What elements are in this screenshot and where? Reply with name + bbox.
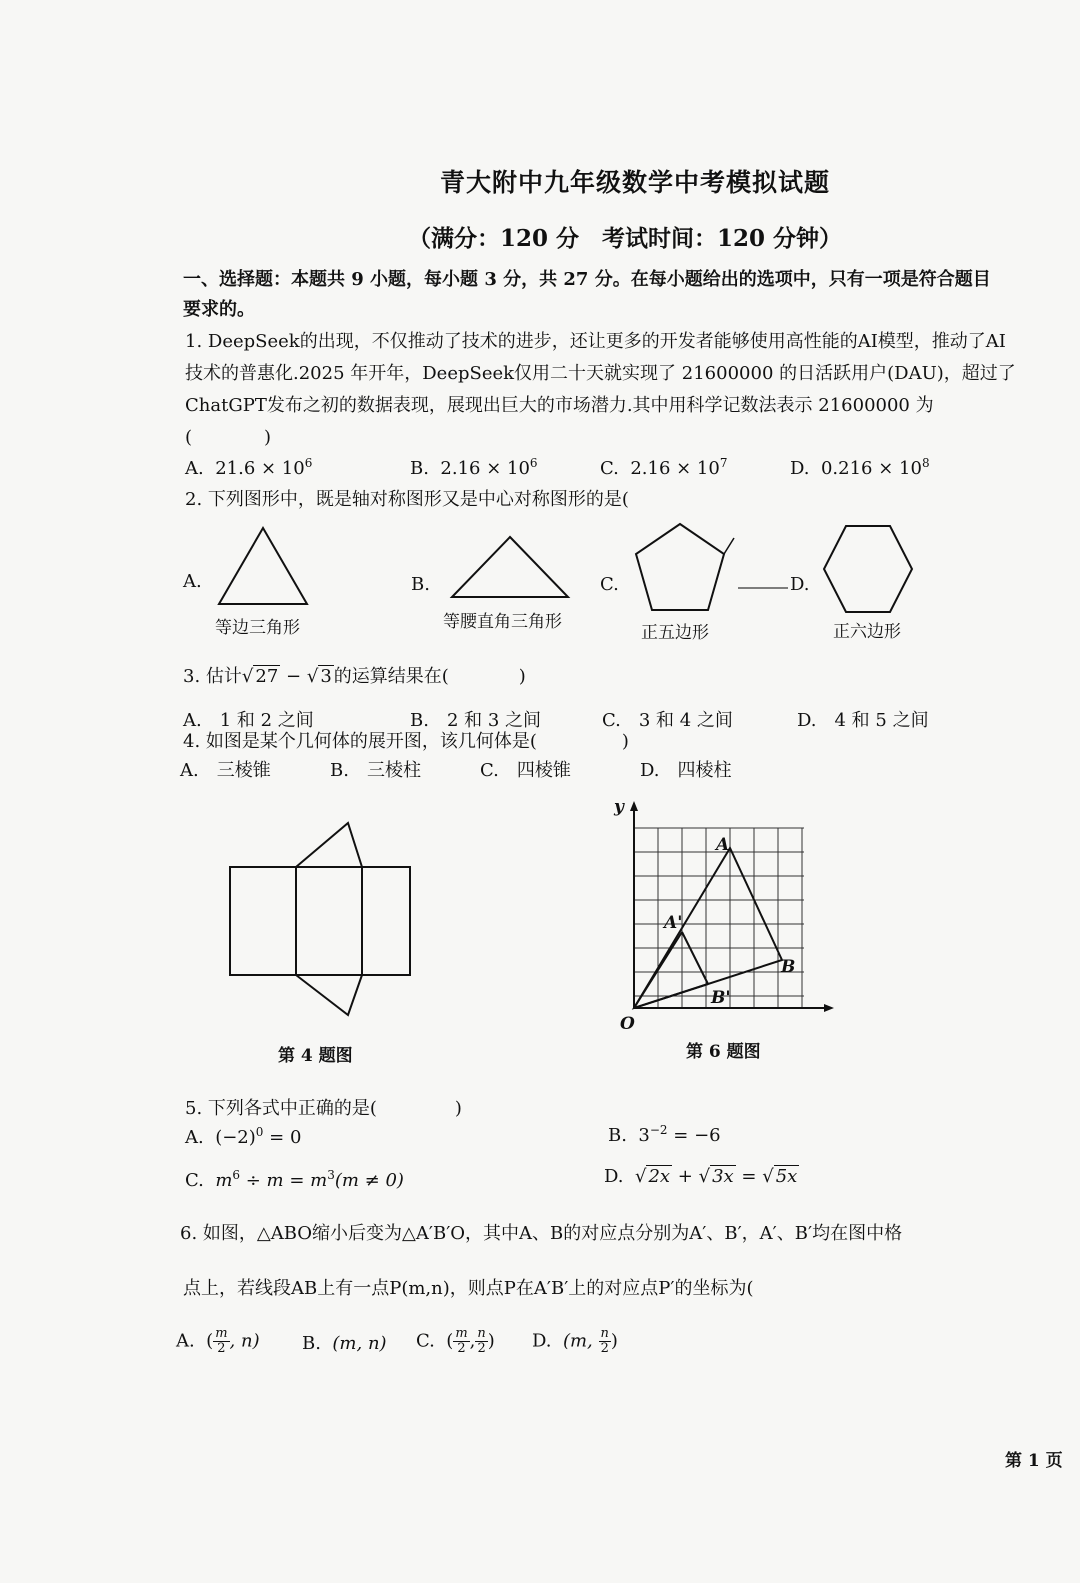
regular-pentagon-figure — [630, 520, 738, 616]
q2-label-c: C. — [600, 574, 619, 595]
q2-caption-a: 等边三角形 — [215, 618, 300, 638]
q1-option-c: C. $2.16 \times 10^7$ — [600, 456, 728, 479]
q2-caption-d: 正六边形 — [833, 622, 901, 642]
fig6-a-prime-label: A' — [664, 913, 683, 933]
prism-net-figure — [220, 815, 420, 1025]
q5-option-a: A. $(-2)^0 = 0$ — [185, 1125, 302, 1148]
q5-stem: 5. 下列各式中正确的是( ) — [185, 1098, 462, 1119]
page-number: 第 1 页 — [1005, 1451, 1063, 1471]
q1-line3: ChatGPT发布之初的数据表现，展现出巨大的市场潜力.其中用科学记数法表示 21600000 为 — [185, 395, 934, 416]
q1-line1: 1. DeepSeek的出现，不仅推动了技术的进步，还让更多的开发者能够使用高性能的AI模型，推动了AI — [185, 331, 1006, 352]
q6-option-c: C. ( $\frac{m}{2}$ , $\frac{n}{2}$ ) — [416, 1326, 495, 1356]
q3-option-c: C. 3 和 4 之间 — [602, 710, 733, 731]
q2-stem: 2. 下列图形中，既是轴对称图形又是中心对称图形的是( — [185, 489, 629, 510]
q3-stem: 3. 估计√ 27 − √ 3 的运算结果在( ) — [183, 666, 526, 687]
q4-option-d: D. 四棱柱 — [640, 760, 732, 781]
q4-option-c: C. 四棱锥 — [480, 760, 571, 781]
section-heading-cont: 要求的。 — [183, 299, 255, 320]
q5-option-b: B. $3^{-2} = -6$ — [608, 1123, 721, 1146]
page-subtitle: （满分：120 分 考试时间：120 分钟） — [408, 225, 843, 252]
q3-option-d: D. 4 和 5 之间 — [797, 710, 929, 731]
q6-option-b: B. (m, n) — [302, 1333, 387, 1354]
isosceles-right-triangle-figure — [448, 533, 572, 601]
q5-option-d: D. √ 2x + √ 3x = √ 5x — [604, 1166, 798, 1187]
q2-caption-c: 正五边形 — [641, 623, 709, 643]
q5-option-c: C. $m^6 \div m = m^3(m \ne 0)$ — [185, 1168, 404, 1191]
q2-label-a: A. — [183, 571, 202, 592]
q1-line2: 技术的普惠化.2025 年开年，DeepSeek仅用二十天就实现了 21600000 的日活跃用户(DAU)，超过了 — [185, 363, 1016, 384]
q4-option-b: B. 三棱柱 — [330, 760, 421, 781]
q6-line1: 6. 如图，△ABO缩小后变为△A′B′O，其中A、B的对应点分别为A′、B′，A′、B′均在图中格 — [180, 1223, 903, 1244]
q6-option-a: A. ( $\frac{m}{2}$ , n) — [176, 1326, 260, 1356]
fig6-origin-label: O — [620, 1014, 635, 1034]
fig4-caption: 第 4 题图 — [278, 1046, 353, 1066]
regular-hexagon-figure — [820, 522, 916, 616]
fig6-b-label: B — [781, 957, 796, 977]
q1-line4: ( ) — [185, 427, 272, 448]
q3-option-a: A. 1 和 2 之间 — [183, 710, 314, 731]
q4-stem: 4. 如图是某个几何体的展开图，该几何体是( ) — [183, 731, 629, 752]
q2-caption-b: 等腰直角三角形 — [443, 612, 562, 632]
q1-option-b: B. $2.16 \times 10^6$ — [410, 456, 538, 479]
fig6-b-prime-label: B' — [711, 988, 731, 1008]
q4-option-a: A. 三棱锥 — [180, 760, 271, 781]
equilateral-triangle-figure — [215, 524, 311, 608]
q1-option-d: D. $0.216 \times 10^8$ — [790, 456, 930, 479]
fig6-caption: 第 6 题图 — [686, 1042, 761, 1062]
dash-line-decor — [738, 586, 788, 590]
section-heading: 一、选择题：本题共 9 小题，每小题 3 分，共 27 分。在每小题给出的选项中，只有一项是符合题目 — [183, 269, 991, 290]
q6-option-d: D. (m, $\frac{n}{2}$ ) — [532, 1326, 618, 1356]
fig6-a-label: A — [716, 835, 730, 855]
q2-label-b: B. — [411, 574, 430, 595]
fig6-y-label: y — [614, 797, 624, 817]
q3-option-b: B. 2 和 3 之间 — [410, 710, 542, 731]
q1-option-a: A. $21.6 \times 10^6$ — [185, 456, 313, 479]
q2-label-d: D. — [790, 574, 810, 595]
q6-line2: 点上，若线段AB上有一点P(m,n)，则点P在A′B′上的对应点P′的坐标为( — [183, 1278, 754, 1299]
page-title: 青大附中九年级数学中考模拟试题 — [440, 168, 831, 197]
